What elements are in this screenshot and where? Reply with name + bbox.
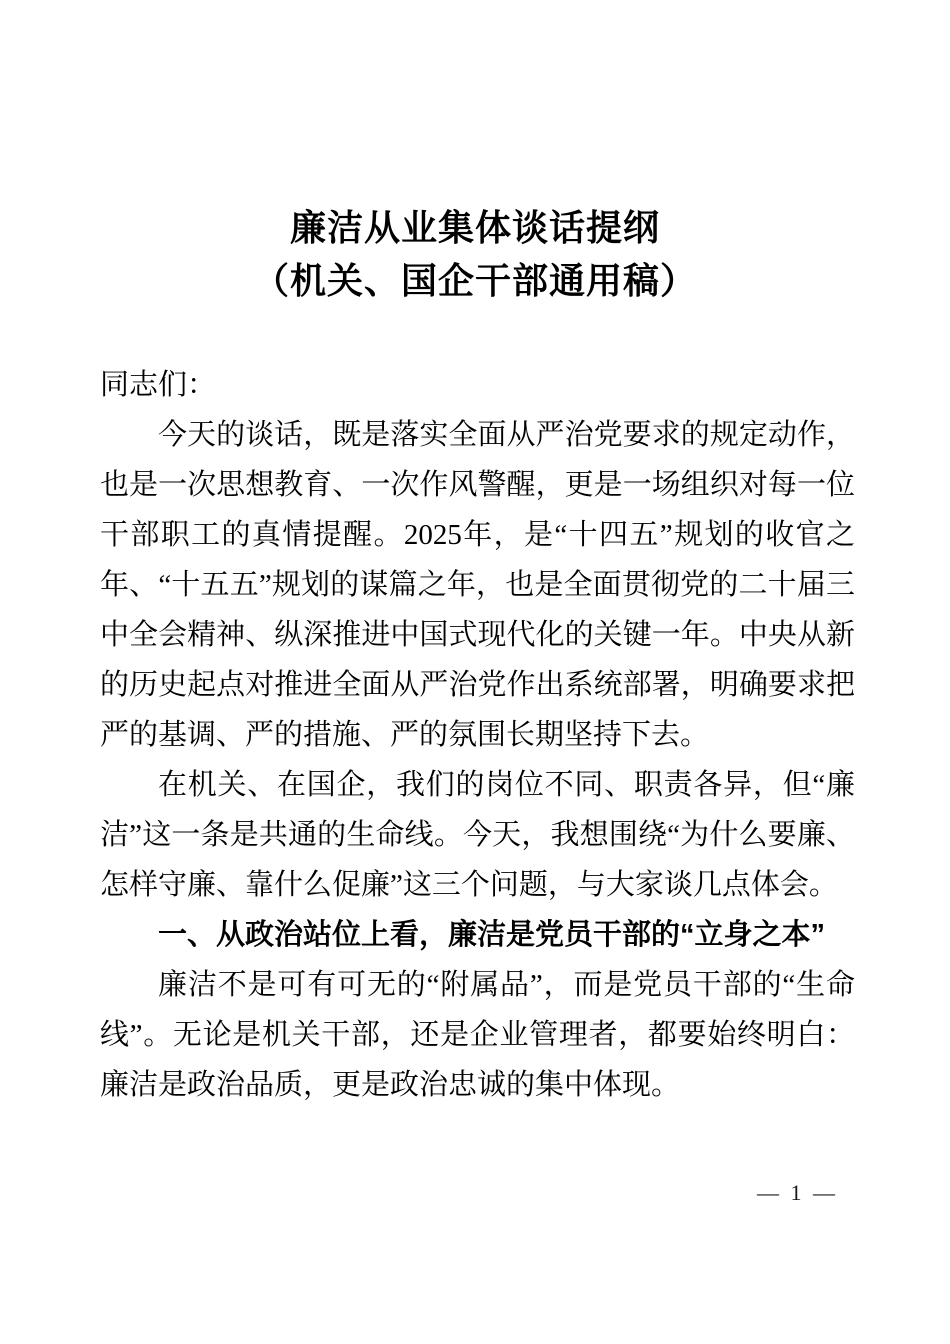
document-title: [0, 0, 950, 308]
page-number: — 1 —: [757, 1180, 838, 1205]
salutation: 同志们：: [100, 369, 217, 401]
title-line-2: （机关、国企干部通用稿）: [252, 261, 697, 301]
section-heading-1: 一、从政治站位上看，廉洁是党员干部的“立身之本”: [158, 919, 826, 951]
paragraph-intro: 今天的谈话，既是落实全面从严治党要求的规定动作，也是一次思想教育、一次作风警醒，更是一场组织对每一位干部职工的真情提醒。2025年，是“十四五”规划的收官之年、“十五五”规划的谋篇之年，也是全面贯彻党的二十届三中全会精神、纵深推进中国式现代化的关键一年。中央从新的历史起点对推进全面从严治党作出系统部署，明确要求把严的基调、严的措施、严的氛围长期坚持下去。: [100, 419, 855, 751]
document-body: [100, 360, 855, 1110]
paragraph-context: 在机关、在国企，我们的岗位不同、职责各异，但“廉洁”这一条是共通的生命线。今天，我想围绕“为什么要廉、怎样守廉、靠什么促廉”这三个问题，与大家谈几点体会。: [100, 769, 855, 901]
paragraph-section-1-body: 廉洁不是可有可无的“附属品”，而是党员干部的“生命线”。无论是机关干部，还是企业管理者，都要始终明白：廉洁是政治品质，更是政治忠诚的集中体现。: [100, 969, 855, 1101]
title-line-1: 廉洁从业集体谈话提纲: [289, 208, 660, 248]
